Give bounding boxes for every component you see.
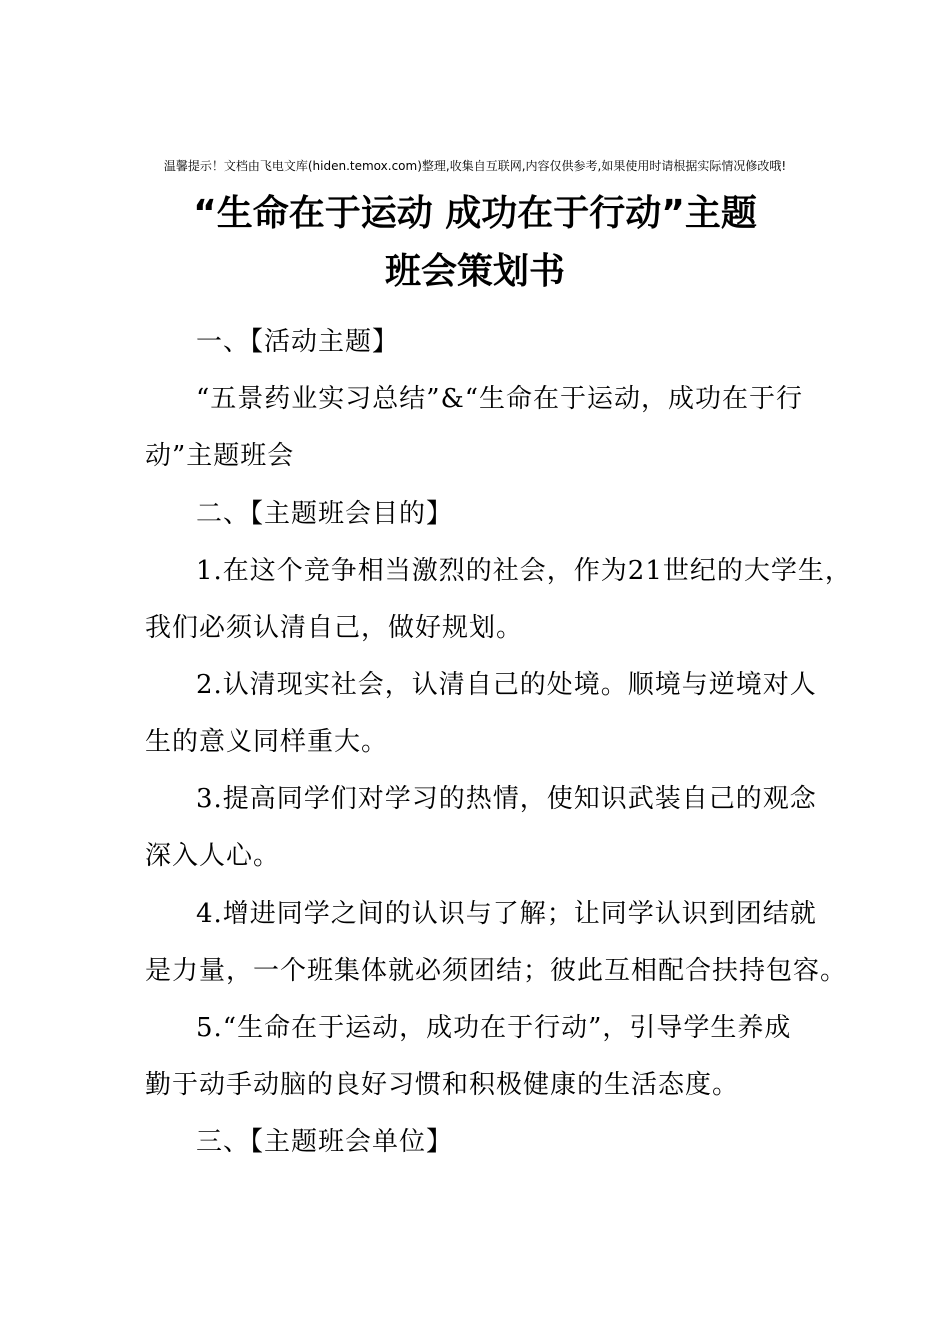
document-title-line-2: 班会策划书	[384, 251, 565, 292]
purpose-item-1-line-2: 我们必须认清自己，做好规划。	[145, 613, 524, 643]
purpose-item-3-line-2: 深入人心。	[145, 841, 281, 871]
section-heading-unit: 三、【主题班会单位】	[196, 1127, 454, 1157]
purpose-item-2-line-1: 2.认清现实社会，认清自己的处境。顺境与逆境对人	[196, 670, 817, 700]
document-title-line-1: “生命在于运动 成功在于行动”主题	[193, 193, 757, 234]
section-heading-purpose: 二、【主题班会目的】	[196, 499, 454, 529]
theme-text-line-2: 动”主题班会	[145, 441, 295, 471]
purpose-item-2-line-2: 生的意义同样重大。	[145, 727, 389, 757]
purpose-item-4-line-2: 是力量，一个班集体就必须团结；彼此互相配合扶持包容。	[145, 956, 848, 986]
purpose-item-5-line-2: 勤于动手动脑的良好习惯和积极健康的生活态度。	[145, 1070, 740, 1100]
purpose-item-3-line-1: 3.提高同学们对学习的热情，使知识武装自己的观念	[196, 784, 817, 814]
theme-text-line-1: “五景药业实习总结”&“生命在于运动，成功在于行	[196, 384, 804, 414]
purpose-item-5-line-1: 5.“生命在于运动，成功在于行动”，引导学生养成	[196, 1013, 792, 1043]
section-heading-theme: 一、【活动主题】	[196, 327, 400, 357]
download-notice: 温馨提示！文档由飞电文库(hiden.temox.com)整理,收集自互联网,内容仅供参考,如果使用时请根据实际情况修改哦!	[163, 159, 787, 173]
purpose-item-4-line-1: 4.增进同学之间的认识与了解；让同学认识到团结就	[196, 899, 817, 929]
purpose-item-1-line-1: 1.在这个竞争相当激烈的社会，作为21世纪的大学生，	[196, 556, 852, 586]
